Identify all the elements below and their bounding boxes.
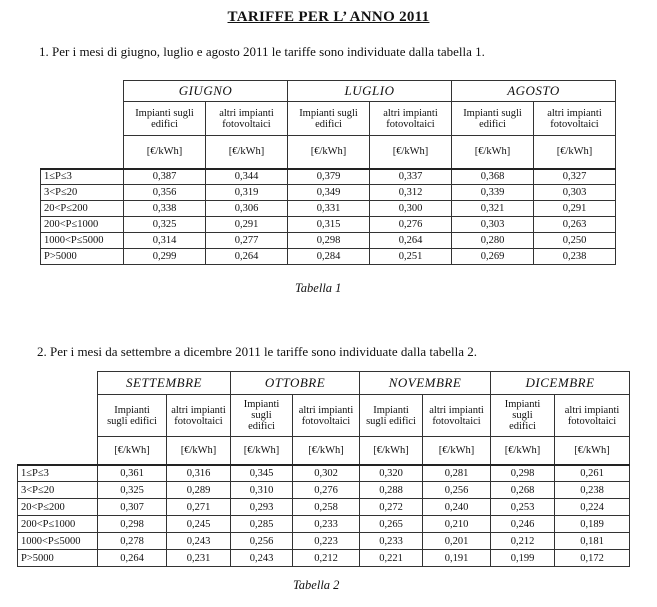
table1-unit-cell: [€/kWh] xyxy=(288,136,370,169)
table2-month-header: DICEMBRE xyxy=(491,372,630,395)
subheader-line: sugli xyxy=(251,410,272,421)
tariff-value-cell: 0,281 xyxy=(423,465,491,482)
tariff-value-cell: 0,240 xyxy=(423,499,491,516)
tariff-value-cell: 0,271 xyxy=(167,499,231,516)
tariff-value-cell: 0,253 xyxy=(491,499,555,516)
tariff-value-cell: 0,325 xyxy=(124,217,206,233)
tariff-value-cell: 0,307 xyxy=(98,499,167,516)
tariff-value-cell: 0,291 xyxy=(534,201,616,217)
tariff-value-cell: 0,245 xyxy=(167,516,231,533)
table-row xyxy=(18,516,630,533)
document-title: TARIFFE PER L’ ANNO 2011 xyxy=(227,9,430,25)
table2-unit-cell: [€/kWh] xyxy=(293,437,360,465)
power-range-cell: 1≤P≤3 xyxy=(41,169,124,185)
tariff-value-cell: 0,251 xyxy=(370,249,452,265)
tariff-value-cell: 0,210 xyxy=(423,516,491,533)
table1-column-subheader xyxy=(124,102,206,136)
table2-column-subheader xyxy=(360,395,423,437)
tariff-value-cell: 0,238 xyxy=(534,249,616,265)
table1-corner xyxy=(41,81,124,102)
table2-corner xyxy=(18,372,98,395)
tariff-value-cell: 0,298 xyxy=(98,516,167,533)
table1-subheader-row xyxy=(41,102,616,136)
subheader-line: Impianti sugli xyxy=(463,107,522,119)
tariff-value-cell: 0,327 xyxy=(534,169,616,185)
table2-column-subheader xyxy=(491,395,555,437)
tariff-value-cell: 0,221 xyxy=(360,550,423,567)
tariff-value-cell: 0,284 xyxy=(288,249,370,265)
subheader-line: Impianti sugli xyxy=(299,107,358,119)
subheader-line: fotovoltaici xyxy=(567,415,617,427)
tariff-value-cell: 0,233 xyxy=(293,516,360,533)
subheader-line: Impianti xyxy=(373,404,409,416)
table-row xyxy=(18,482,630,499)
tariff-value-cell: 0,315 xyxy=(288,217,370,233)
table1-month-header: GIUGNO xyxy=(124,81,288,102)
table2-unit-cell: [€/kWh] xyxy=(231,437,293,465)
tariff-table-2 xyxy=(17,371,630,567)
tariff-value-cell: 0,172 xyxy=(555,550,630,567)
power-range-cell: P>5000 xyxy=(41,249,124,265)
table2-unit-cell: [€/kWh] xyxy=(167,437,231,465)
power-range-cell: 3<P≤20 xyxy=(41,185,124,201)
table1-column-subheader xyxy=(206,102,288,136)
subheader-line: fotovoltaici xyxy=(550,118,599,130)
tariff-value-cell: 0,303 xyxy=(452,217,534,233)
subheader-line: Impianti sugli xyxy=(135,107,194,119)
tariff-value-cell: 0,298 xyxy=(491,465,555,482)
subheader-line: fotovoltaici xyxy=(222,118,271,130)
table1-column-subheader xyxy=(370,102,452,136)
tariff-value-cell: 0,337 xyxy=(370,169,452,185)
table2-column-subheader xyxy=(293,395,360,437)
subheader-line: Impianti xyxy=(114,404,150,416)
tariff-value-cell: 0,312 xyxy=(370,185,452,201)
table2-column-subheader xyxy=(98,395,167,437)
section1-intro: 1. Per i mesi di giugno, luglio e agosto 2011 le tariffe sono individuate dalla tabella 1. xyxy=(39,44,485,59)
tariff-value-cell: 0,238 xyxy=(555,482,630,499)
table-row xyxy=(41,233,616,249)
table-row xyxy=(41,185,616,201)
power-range-cell: 3<P≤20 xyxy=(18,482,98,499)
table2-subheader-row xyxy=(18,395,630,437)
table2-caption: Tabella 2 xyxy=(293,578,340,592)
tariff-value-cell: 0,320 xyxy=(360,465,423,482)
tariff-value-cell: 0,189 xyxy=(555,516,630,533)
tariff-value-cell: 0,264 xyxy=(206,249,288,265)
table-row xyxy=(41,249,616,265)
table-row xyxy=(18,465,630,482)
table1-stub xyxy=(41,136,124,169)
tariff-value-cell: 0,310 xyxy=(231,482,293,499)
tariff-value-cell: 0,368 xyxy=(452,169,534,185)
tariff-value-cell: 0,289 xyxy=(167,482,231,499)
subheader-line: altri impianti xyxy=(219,107,274,119)
tariff-value-cell: 0,293 xyxy=(231,499,293,516)
tariff-value-cell: 0,344 xyxy=(206,169,288,185)
table-row xyxy=(41,217,616,233)
table2-stub xyxy=(18,437,98,465)
tariff-value-cell: 0,303 xyxy=(534,185,616,201)
table1-column-subheader xyxy=(452,102,534,136)
subheader-line: altri impianti xyxy=(429,404,484,416)
tariff-value-cell: 0,319 xyxy=(206,185,288,201)
power-range-cell: 200<P≤1000 xyxy=(41,217,124,233)
table2-month-row xyxy=(18,372,630,395)
tariff-value-cell: 0,356 xyxy=(124,185,206,201)
table2-unit-cell: [€/kWh] xyxy=(555,437,630,465)
subheader-line: edifici xyxy=(151,118,178,130)
subheader-line: fotovoltaici xyxy=(386,118,435,130)
subheader-line: altri impianti xyxy=(547,107,602,119)
tariff-value-cell: 0,291 xyxy=(206,217,288,233)
tariff-value-cell: 0,288 xyxy=(360,482,423,499)
tariff-value-cell: 0,345 xyxy=(231,465,293,482)
table2-unit-cell: [€/kWh] xyxy=(360,437,423,465)
tariff-value-cell: 0,256 xyxy=(423,482,491,499)
subheader-line: fotovoltaici xyxy=(432,415,481,427)
power-range-cell: 1000<P≤5000 xyxy=(41,233,124,249)
tariff-value-cell: 0,264 xyxy=(370,233,452,249)
tariff-value-cell: 0,387 xyxy=(124,169,206,185)
table2-column-subheader xyxy=(231,395,293,437)
tariff-value-cell: 0,285 xyxy=(231,516,293,533)
tariff-value-cell: 0,263 xyxy=(534,217,616,233)
power-range-cell: 1≤P≤3 xyxy=(18,465,98,482)
tariff-value-cell: 0,298 xyxy=(288,233,370,249)
table2-unit-cell: [€/kWh] xyxy=(491,437,555,465)
subheader-line: sugli edifici xyxy=(366,415,416,427)
table2-column-subheader xyxy=(555,395,630,437)
tariff-value-cell: 0,361 xyxy=(98,465,167,482)
power-range-cell: 20<P≤200 xyxy=(41,201,124,217)
tariff-value-cell: 0,246 xyxy=(491,516,555,533)
tariff-value-cell: 0,325 xyxy=(98,482,167,499)
subheader-line: altri impianti xyxy=(383,107,438,119)
tariff-value-cell: 0,191 xyxy=(423,550,491,567)
subheader-line: fotovoltaici xyxy=(174,415,223,427)
tariff-value-cell: 0,231 xyxy=(167,550,231,567)
table2-unit-cell: [€/kWh] xyxy=(98,437,167,465)
tariff-value-cell: 0,243 xyxy=(231,550,293,567)
tariff-value-cell: 0,321 xyxy=(452,201,534,217)
tariff-value-cell: 0,250 xyxy=(534,233,616,249)
table1-caption: Tabella 1 xyxy=(295,281,342,295)
table-row xyxy=(18,499,630,516)
tariff-value-cell: 0,272 xyxy=(360,499,423,516)
table2-month-header: SETTEMBRE xyxy=(98,372,231,395)
subheader-line: Impianti xyxy=(504,399,541,410)
tariff-value-cell: 0,268 xyxy=(491,482,555,499)
power-range-cell: P>5000 xyxy=(18,550,98,567)
tariff-value-cell: 0,299 xyxy=(124,249,206,265)
table-row xyxy=(18,550,630,567)
table2-month-header: NOVEMBRE xyxy=(360,372,491,395)
subheader-line: edifici xyxy=(315,118,342,130)
table1-month-row xyxy=(41,81,616,102)
table2-stub xyxy=(18,395,98,437)
tariff-value-cell: 0,302 xyxy=(293,465,360,482)
table2-month-header: OTTOBRE xyxy=(231,372,360,395)
table1-unit-cell: [€/kWh] xyxy=(370,136,452,169)
subheader-line: edifici xyxy=(479,118,506,130)
subheader-line: fotovoltaici xyxy=(301,415,351,427)
tariff-value-cell: 0,212 xyxy=(293,550,360,567)
tariff-value-cell: 0,349 xyxy=(288,185,370,201)
subheader-line: edifici xyxy=(509,421,536,432)
power-range-cell: 20<P≤200 xyxy=(18,499,98,516)
tariff-table-1 xyxy=(40,80,616,265)
tariff-value-cell: 0,278 xyxy=(98,533,167,550)
tariff-value-cell: 0,269 xyxy=(452,249,534,265)
tariff-value-cell: 0,276 xyxy=(293,482,360,499)
subheader-line: altri impianti xyxy=(171,404,226,416)
table1-unit-cell: [€/kWh] xyxy=(206,136,288,169)
tariff-value-cell: 0,280 xyxy=(452,233,534,249)
tariff-value-cell: 0,264 xyxy=(98,550,167,567)
tariff-value-cell: 0,243 xyxy=(167,533,231,550)
tariff-value-cell: 0,379 xyxy=(288,169,370,185)
section2-intro: 2. Per i mesi da settembre a dicembre 2011 le tariffe sono individuate dalla tabella 2. xyxy=(37,344,478,359)
tariff-value-cell: 0,261 xyxy=(555,465,630,482)
tariff-value-cell: 0,212 xyxy=(491,533,555,550)
table-row xyxy=(41,169,616,185)
table1-unit-cell: [€/kWh] xyxy=(452,136,534,169)
table1-unit-cell: [€/kWh] xyxy=(124,136,206,169)
subheader-line: altri impianti xyxy=(298,404,354,416)
tariff-value-cell: 0,224 xyxy=(555,499,630,516)
tariff-value-cell: 0,233 xyxy=(360,533,423,550)
tariff-value-cell: 0,258 xyxy=(293,499,360,516)
table2-column-subheader xyxy=(167,395,231,437)
table1-month-header: AGOSTO xyxy=(452,81,616,102)
table1-month-header: LUGLIO xyxy=(288,81,452,102)
power-range-cell: 200<P≤1000 xyxy=(18,516,98,533)
tariff-value-cell: 0,338 xyxy=(124,201,206,217)
tariff-value-cell: 0,331 xyxy=(288,201,370,217)
tariff-value-cell: 0,339 xyxy=(452,185,534,201)
table1-column-subheader xyxy=(288,102,370,136)
subheader-line: Impianti xyxy=(243,399,280,410)
power-range-cell: 1000<P≤5000 xyxy=(18,533,98,550)
table-row xyxy=(41,201,616,217)
table2-unit-cell: [€/kWh] xyxy=(423,437,491,465)
tariff-value-cell: 0,300 xyxy=(370,201,452,217)
subheader-line: edifici xyxy=(248,421,275,432)
tariff-value-cell: 0,277 xyxy=(206,233,288,249)
tariff-value-cell: 0,276 xyxy=(370,217,452,233)
table-row xyxy=(18,533,630,550)
tariff-value-cell: 0,314 xyxy=(124,233,206,249)
tariff-value-cell: 0,199 xyxy=(491,550,555,567)
tariff-value-cell: 0,265 xyxy=(360,516,423,533)
tariff-value-cell: 0,306 xyxy=(206,201,288,217)
subheader-line: sugli xyxy=(512,410,533,421)
tariff-value-cell: 0,223 xyxy=(293,533,360,550)
tariff-value-cell: 0,316 xyxy=(167,465,231,482)
tariff-value-cell: 0,181 xyxy=(555,533,630,550)
subheader-line: altri impianti xyxy=(564,404,620,416)
table1-unit-cell: [€/kWh] xyxy=(534,136,616,169)
subheader-line: sugli edifici xyxy=(107,415,157,427)
table1-stub xyxy=(41,102,124,136)
tariff-value-cell: 0,256 xyxy=(231,533,293,550)
tariff-value-cell: 0,201 xyxy=(423,533,491,550)
table1-unit-row xyxy=(41,136,616,169)
table2-unit-row xyxy=(18,437,630,465)
table2-column-subheader xyxy=(423,395,491,437)
table1-column-subheader xyxy=(534,102,616,136)
